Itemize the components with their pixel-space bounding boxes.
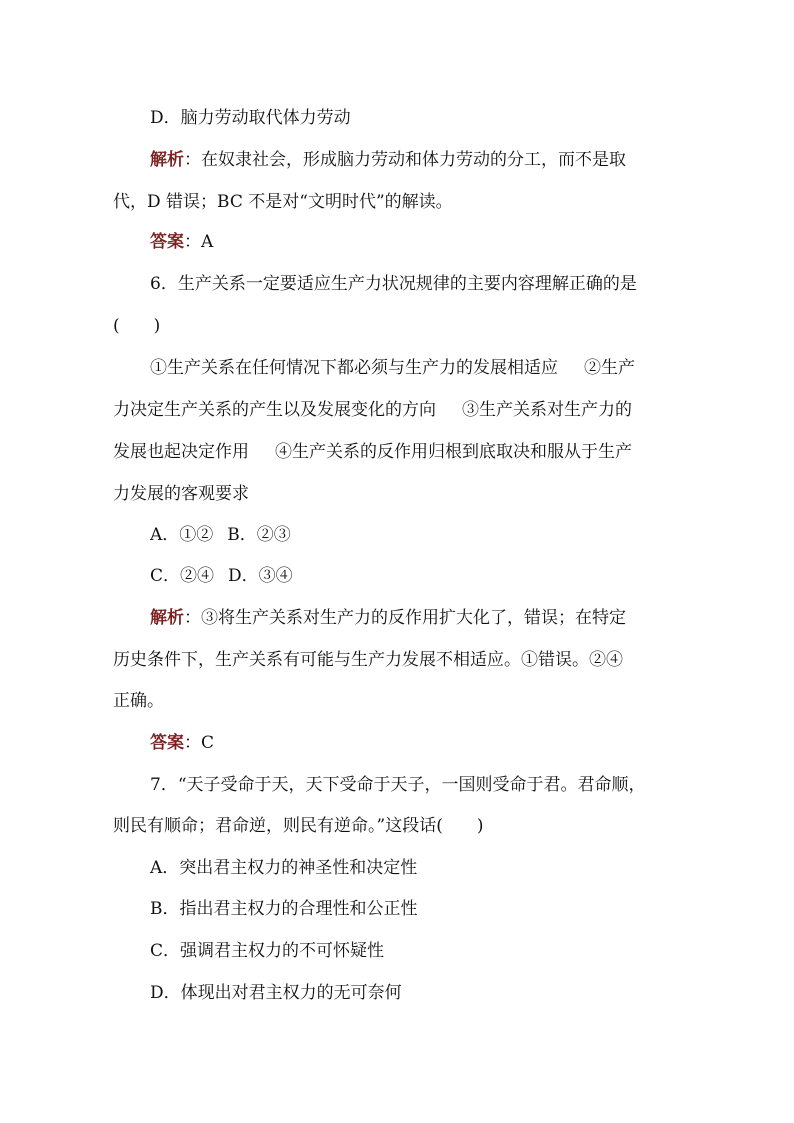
q6-item-2-start: ②生产 bbox=[584, 358, 635, 378]
q6-option-c: C．②④ bbox=[150, 566, 215, 586]
q6-analysis-line-1 bbox=[150, 606, 626, 630]
q6-option-a: A．①② bbox=[150, 525, 214, 545]
q6-answer-value: ：C bbox=[184, 733, 215, 753]
q6-item-1: ①生产关系在任何情况下都必须与生产力的发展相适应 bbox=[150, 358, 558, 378]
q6-item-3-start: ③生产关系对生产力的 bbox=[462, 400, 632, 420]
q6-items-line-3 bbox=[113, 440, 632, 464]
q6-analysis-colon: ： bbox=[184, 608, 201, 628]
q6-option-d: D．③④ bbox=[228, 566, 293, 586]
q7-option-c: C．强调君主权力的不可怀疑性 bbox=[150, 941, 385, 961]
q6-answer bbox=[150, 731, 214, 755]
q7-option-d: D．体现出对君主权力的无可奈何 bbox=[150, 983, 402, 1003]
q6-items-line-4: 力发展的客观要求 bbox=[113, 484, 249, 504]
q6-items-line-2 bbox=[113, 398, 632, 422]
q6-analysis-line-2: 历史条件下，生产关系有可能与生产力发展不相适应。①错误。②④ bbox=[113, 650, 623, 670]
q6-item-4-start: ④生产关系的反作用归根到底取决和服从于生产 bbox=[275, 442, 632, 462]
q6-analysis-label: 解析 bbox=[150, 608, 184, 628]
prev-analysis-label: 解析 bbox=[150, 150, 184, 170]
q6-options-row-2 bbox=[150, 564, 293, 588]
prev-analysis-text-1: 在奴隶社会，形成脑力劳动和体力劳动的分工，而不是取 bbox=[201, 150, 626, 170]
prev-answer-value: ：A bbox=[184, 232, 214, 252]
q6-item-3-end: 发展也起决定作用 bbox=[113, 442, 249, 462]
prev-option-d: D．脑力劳动取代体力劳动 bbox=[150, 108, 351, 128]
q6-stem-line-2: ( ) bbox=[113, 316, 161, 336]
q6-item-2-end: 力决定生产关系的产生以及发展变化的方向 bbox=[113, 400, 436, 420]
q6-analysis-line-3: 正确。 bbox=[113, 691, 164, 711]
prev-answer-label: 答案 bbox=[150, 232, 184, 252]
q7-stem-line-1: 7．“天子受命于天，天下受命于天子，一国则受命于君。君命顺， bbox=[150, 775, 646, 795]
q6-options-row-1 bbox=[150, 523, 291, 547]
q6-analysis-text-1: ③将生产关系对生产力的反作用扩大化了，错误；在特定 bbox=[201, 608, 626, 628]
q6-stem-line-1: 6．生产关系一定要适应生产力状况规律的主要内容理解正确的是 bbox=[150, 274, 637, 294]
q7-stem-line-2: 则民有顺命；君命逆，则民有逆命。”这段话( ) bbox=[113, 816, 484, 836]
q7-option-a: A．突出君主权力的神圣性和决定性 bbox=[150, 858, 418, 878]
prev-answer bbox=[150, 230, 213, 254]
prev-analysis-line-2: 代，D 错误；BC 不是对“文明时代”的解读。 bbox=[113, 192, 453, 212]
q6-answer-label: 答案 bbox=[150, 733, 184, 753]
q6-items-line-1 bbox=[150, 356, 635, 380]
prev-analysis-colon: ： bbox=[184, 150, 201, 170]
q6-option-b: B．②③ bbox=[227, 525, 291, 545]
q7-option-b: B．指出君主权力的合理性和公正性 bbox=[150, 899, 418, 919]
prev-analysis-line-1 bbox=[150, 148, 626, 172]
